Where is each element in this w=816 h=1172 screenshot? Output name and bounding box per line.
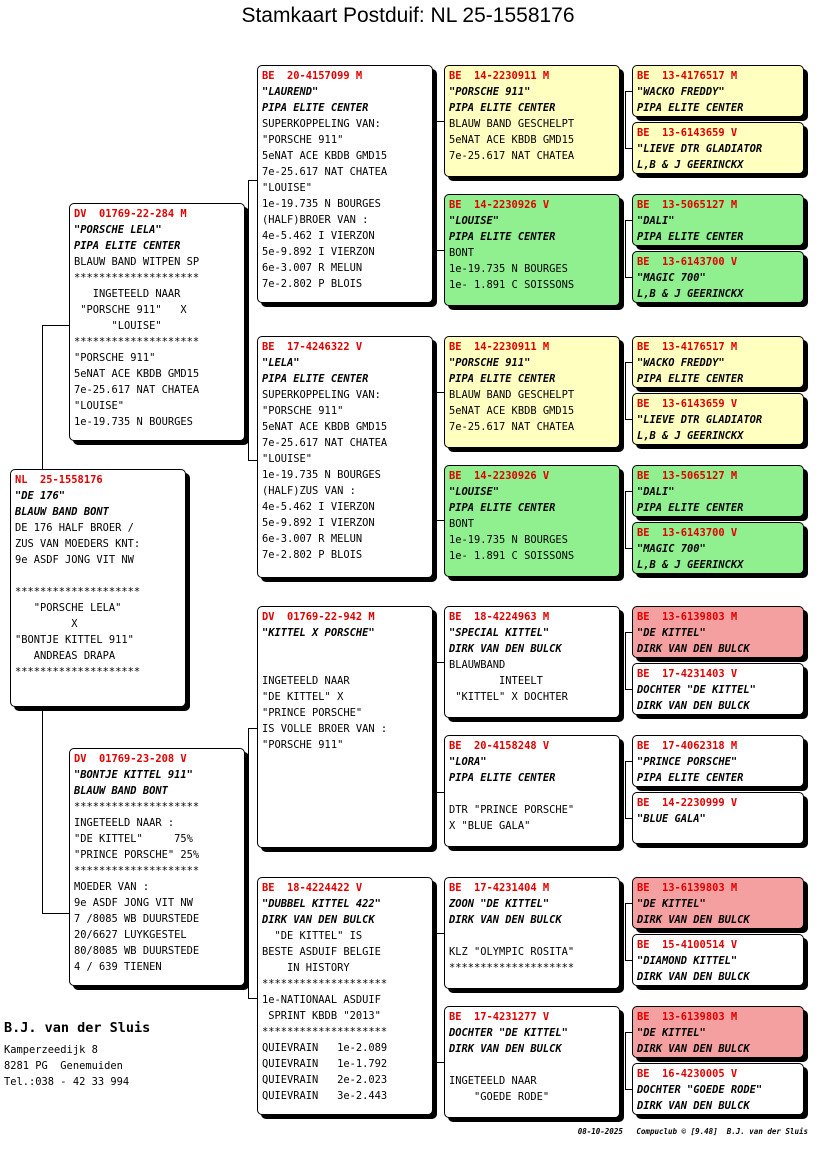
card-line: BLAUW BAND WITPEN SP: [74, 256, 200, 268]
card-line: DIRK VAN DEN BULCK: [637, 1100, 750, 1112]
card-line: DOCHTER "DE KITTEL": [637, 684, 756, 696]
ring-number: BE 13-6143659 V: [637, 398, 738, 410]
card-line: 9e ASDF JONG VIT NW: [15, 554, 134, 566]
card-line: "DE KITTEL": [637, 627, 706, 639]
card-line: QUIEVRAIN 1e-1.792: [262, 1058, 388, 1070]
card-line: 6e-3.007 R MELUN: [262, 262, 363, 274]
card-line: 1e-19.735 N BOURGES: [449, 534, 568, 546]
pigeon-card-g4[interactable]: [632, 251, 804, 303]
card-line: PIPA ELITE CENTER: [449, 102, 556, 114]
card-line: "LOUISE": [262, 182, 313, 194]
card-line: 7e-25.617 NAT CHATEA: [449, 150, 575, 162]
card-line: "PORSCHE LELA": [15, 602, 122, 614]
card-line: "LORA": [449, 756, 487, 768]
card-line: [262, 641, 428, 657]
connector-line: [436, 121, 437, 250]
ring-number: DV 01769-23-208 V: [74, 753, 187, 765]
pigeon-card-ffm[interactable]: [444, 194, 620, 306]
card-line: PIPA ELITE CENTER: [262, 102, 369, 114]
pigeon-card-ff[interactable]: [257, 65, 433, 303]
card-line: "LOUISE": [449, 486, 500, 498]
card-line: [449, 1057, 615, 1073]
card-line: DIRK VAN DEN BULCK: [262, 914, 375, 926]
pigeon-card-g7[interactable]: [632, 465, 804, 517]
card-line: DIRK VAN DEN BULCK: [449, 914, 562, 926]
pigeon-card-g9[interactable]: [632, 606, 804, 658]
card-line: 80/8085 WB DUURSTEDE: [74, 945, 200, 957]
card-line: QUIEVRAIN 1e-2.089: [262, 1042, 388, 1054]
card-line: PIPA ELITE CENTER: [449, 502, 556, 514]
ring-number: BE 13-4176517 M: [637, 70, 738, 82]
card-line: BESTE ASDUIF BELGIE: [262, 946, 381, 958]
owner-address-line: Kamperzeedijk 8: [4, 1044, 98, 1056]
connector-line: [42, 325, 70, 326]
card-line: "PORSCHE 911" X: [74, 304, 187, 316]
card-line: "WACKO FREDDY": [637, 86, 725, 98]
card-line: "BONTJE KITTEL 911": [74, 769, 193, 781]
pigeon-card-g2[interactable]: [632, 122, 804, 174]
ring-number: BE 13-5065127 M: [637, 199, 738, 211]
card-line: DIRK VAN DEN BULCK: [637, 971, 750, 983]
card-line: "WACKO FREDDY": [637, 357, 725, 369]
card-line: 5eNAT ACE KBDB GMD15: [262, 421, 388, 433]
card-line: 7e-2.802 P BLOIS: [262, 549, 363, 561]
connector-line: [625, 91, 626, 148]
card-line: 4 / 639 TIENEN: [74, 961, 162, 973]
connector-line: [42, 913, 70, 914]
pigeon-card-fmm[interactable]: [444, 465, 620, 577]
ring-number: BE 13-6143700 V: [637, 256, 738, 268]
card-line: "PRINCE PORSCHE" 25%: [74, 849, 200, 861]
card-line: "LOUISE": [74, 320, 162, 332]
card-line: L,B & J GEERINCKX: [637, 159, 744, 171]
card-line: 7e-25.617 NAT CHATEA: [449, 421, 575, 433]
pigeon-card-g12[interactable]: [632, 792, 804, 844]
card-line: "GOEDE RODE": [449, 1091, 550, 1103]
card-line: PIPA ELITE CENTER: [637, 502, 744, 514]
card-line: "LIEVE DTR GLADIATOR: [637, 143, 763, 155]
card-line: "DE KITTEL" X: [262, 691, 344, 703]
card-line: PIPA ELITE CENTER: [262, 373, 369, 385]
ring-number: BE 13-6143659 V: [637, 127, 738, 139]
card-line: KLZ "OLYMPIC ROSITA": [449, 946, 575, 958]
card-line: ********************: [449, 962, 575, 974]
card-line: BLAUW BAND GESCHELPT: [449, 389, 575, 401]
ring-number: BE 13-4176517 M: [637, 341, 738, 353]
ring-number: BE 16-4230005 V: [637, 1068, 738, 1080]
card-line: "DE KITTEL": [637, 1027, 706, 1039]
card-line: DTR "PRINCE PORSCHE": [449, 804, 575, 816]
card-line: "DE KITTEL" 75%: [74, 833, 193, 845]
card-line: "PORSCHE 911": [262, 405, 344, 417]
card-line: 1e-19.735 N BOURGES: [262, 469, 381, 481]
pigeon-card-g8[interactable]: [632, 522, 804, 574]
card-line: ZUS VAN MOEDERS KNT:: [15, 538, 141, 550]
connector-line: [436, 933, 437, 1062]
connector-line: [625, 491, 626, 548]
card-line: "LAUREND": [262, 86, 319, 98]
ring-number: BE 20-4157099 M: [262, 70, 363, 82]
connector-line: [42, 707, 43, 914]
connector-line: [625, 761, 626, 818]
card-line: MOEDER VAN :: [74, 881, 150, 893]
card-line: IN HISTORY: [262, 962, 350, 974]
card-line: 20/6627 LUYKGESTEL: [74, 929, 187, 941]
card-line: ********************: [74, 865, 200, 877]
ring-number: BE 17-4062318 M: [637, 740, 738, 752]
pigeon-card-g13[interactable]: [632, 877, 804, 929]
pigeon-card-mmm[interactable]: [444, 1006, 620, 1118]
card-line: 7e-25.617 NAT CHATEA: [74, 384, 200, 396]
owner-phone: Tel.:038 - 42 33 994: [4, 1076, 130, 1088]
owner-address-line: 8281 PG Genemuiden: [4, 1060, 123, 1072]
card-line: L,B & J GEERINCKX: [637, 288, 744, 300]
card-line: BLAUW BAND BONT: [15, 506, 109, 518]
card-line: "MAGIC 700": [637, 272, 706, 284]
card-line: 4e-5.462 I VIERZON: [262, 230, 375, 242]
ring-number: BE 18-4224422 V: [262, 882, 363, 894]
card-line: PIPA ELITE CENTER: [449, 231, 556, 243]
ring-number: BE 15-4100514 V: [637, 939, 738, 951]
card-line: BONT: [449, 518, 475, 530]
card-line: "LELA": [262, 357, 300, 369]
ring-number: BE 14-2230926 V: [449, 199, 550, 211]
card-line: DIRK VAN DEN BULCK: [449, 1043, 562, 1055]
pigeon-card-g3[interactable]: [632, 194, 804, 246]
card-line: (HALF)ZUS VAN :: [262, 485, 356, 497]
connector-line: [625, 1032, 626, 1089]
card-line: 5eNAT ACE KBDB GMD15: [449, 405, 575, 417]
card-line: DIRK VAN DEN BULCK: [637, 700, 750, 712]
ring-number: BE 14-2230926 V: [449, 470, 550, 482]
ring-number: BE 13-5065127 M: [637, 470, 738, 482]
card-line: "PORSCHE 911": [449, 86, 531, 98]
card-line: BLAUWBAND: [449, 659, 506, 671]
pigeon-card-father[interactable]: [69, 203, 245, 441]
connector-line: [625, 362, 626, 419]
card-line: INGETEELD NAAR: [449, 1075, 537, 1087]
card-line: 1e- 1.891 C SOISSONS: [449, 279, 575, 291]
card-line: [449, 786, 615, 802]
card-line: ANDREAS DRAPA: [15, 650, 116, 662]
card-line: 9e ASDF JONG VIT NW: [74, 897, 193, 909]
card-line: "PORSCHE 911": [74, 352, 156, 364]
card-line: "DIAMOND KITTEL": [637, 955, 738, 967]
pigeon-card-subject[interactable]: [10, 469, 186, 707]
card-line: 7 /8085 WB DUURSTEDE: [74, 913, 200, 925]
card-line: 6e-3.007 R MELUN: [262, 533, 363, 545]
card-line: "DUBBEL KITTEL 422": [262, 898, 381, 910]
card-line: "DALI": [637, 215, 675, 227]
card-line: "PORSCHE 911": [262, 134, 344, 146]
connector-line: [625, 903, 626, 960]
card-line: (HALF)BROER VAN :: [262, 214, 369, 226]
card-line: "DALI": [637, 486, 675, 498]
ring-number: BE 18-4224963 M: [449, 611, 550, 623]
card-line: 1e- 1.891 C SOISSONS: [449, 550, 575, 562]
card-line: 1e-19.735 N BOURGES: [74, 416, 193, 428]
card-line: PIPA ELITE CENTER: [637, 102, 744, 114]
pigeon-card-mfm[interactable]: [444, 735, 620, 847]
pigeon-card-fff[interactable]: [444, 65, 620, 177]
pigeon-card-mmf[interactable]: [444, 877, 620, 989]
card-line: SPRINT KBDB "2013": [262, 1010, 381, 1022]
ring-number: BE 17-4231277 V: [449, 1011, 550, 1023]
owner-info: [4, 1018, 150, 1090]
card-line: ********************: [74, 272, 200, 284]
card-line: [449, 928, 615, 944]
ring-number: DV 01769-22-284 M: [74, 208, 187, 220]
connector-line: [436, 392, 437, 520]
card-line: "MAGIC 700": [637, 543, 706, 555]
pigeon-card-g10[interactable]: [632, 663, 804, 715]
card-line: "PRINCE PORSCHE": [262, 707, 363, 719]
connector-line: [248, 180, 249, 460]
connector-line: [42, 325, 43, 470]
card-line: PIPA ELITE CENTER: [449, 373, 556, 385]
card-line: PIPA ELITE CENTER: [637, 772, 744, 784]
card-line: "BLUE GALA": [637, 813, 706, 825]
card-line: DOCHTER "GOEDE RODE": [637, 1084, 763, 1096]
card-line: DIRK VAN DEN BULCK: [637, 1043, 750, 1055]
card-line: ********************: [74, 801, 200, 813]
card-line: INGETEELD NAAR: [74, 288, 181, 300]
card-line: 4e-5.462 I VIERZON: [262, 501, 375, 513]
pigeon-card-g15[interactable]: [632, 1006, 804, 1058]
ring-number: BE 20-4158248 V: [449, 740, 550, 752]
ring-number: DV 01769-22-942 M: [262, 611, 375, 623]
ring-number: BE 17-4246322 V: [262, 341, 363, 353]
card-line: BONT: [449, 247, 475, 259]
card-line: 5e-9.892 I VIERZON: [262, 246, 375, 258]
pigeon-card-mff[interactable]: [444, 606, 620, 718]
ring-number: BE 13-6139803 M: [637, 882, 738, 894]
card-line: INGETEELD NAAR: [262, 675, 350, 687]
card-line: QUIEVRAIN 2e-2.023: [262, 1074, 388, 1086]
card-line: IS VOLLE BROER VAN :: [262, 723, 388, 735]
pigeon-card-mother[interactable]: [69, 748, 245, 986]
card-line: ********************: [262, 1026, 388, 1038]
card-line: 5eNAT ACE KBDB GMD15: [262, 150, 388, 162]
pigeon-card-fm[interactable]: [257, 336, 433, 578]
card-line: PIPA ELITE CENTER: [449, 772, 556, 784]
card-line: "DE KITTEL" IS: [262, 930, 363, 942]
ring-number: BE 13-6143700 V: [637, 527, 738, 539]
pigeon-card-g16[interactable]: [632, 1063, 804, 1115]
card-line: 1e-19.735 N BOURGES: [262, 198, 381, 210]
ring-number: BE 14-2230999 V: [637, 797, 738, 809]
ring-number: BE 13-6139803 M: [637, 1011, 738, 1023]
card-line: L,B & J GEERINCKX: [637, 430, 744, 442]
card-line: DIRK VAN DEN BULCK: [637, 643, 750, 655]
pigeon-card-mm[interactable]: [257, 877, 433, 1115]
card-line: 1e-19.735 N BOURGES: [449, 263, 568, 275]
pigeon-card-g5[interactable]: [632, 336, 804, 388]
card-line: BLAUW BAND BONT: [74, 785, 168, 797]
ring-number: BE 17-4231403 V: [637, 668, 738, 680]
connector-line: [625, 632, 626, 689]
card-line: SUPERKOPPELING VAN:: [262, 118, 381, 130]
card-line: [15, 568, 181, 584]
card-line: PIPA ELITE CENTER: [637, 373, 744, 385]
card-line: BLAUW BAND GESCHELPT: [449, 118, 575, 130]
card-line: DIRK VAN DEN BULCK: [637, 914, 750, 926]
card-line: ********************: [15, 586, 141, 598]
card-line: "LOUISE": [449, 215, 500, 227]
card-line: "DE 176": [15, 490, 66, 502]
card-line: 7e-25.617 NAT CHATEA: [262, 166, 388, 178]
card-line: 5e-9.892 I VIERZON: [262, 517, 375, 529]
connector-line: [625, 220, 626, 277]
card-line: "PORSCHE 911": [449, 357, 531, 369]
card-line: ********************: [262, 978, 388, 990]
card-line: ZOON "DE KITTEL": [449, 898, 550, 910]
ring-number: BE 14-2230911 M: [449, 70, 550, 82]
pigeon-card-g6[interactable]: [632, 393, 804, 445]
card-line: 5eNAT ACE KBDB GMD15: [74, 368, 200, 380]
card-line: SUPERKOPPELING VAN:: [262, 389, 381, 401]
footer-credit: 08-10-2025 Compuclub © [9.48] B.J. van der Sluis: [577, 1127, 808, 1136]
card-line: "DE KITTEL": [637, 898, 706, 910]
pigeon-card-g1[interactable]: [632, 65, 804, 117]
card-line: "PORSCHE 911": [262, 739, 344, 751]
card-line: "PORSCHE LELA": [74, 224, 162, 236]
card-line: INTEELT: [449, 675, 543, 687]
card-line: "LOUISE": [262, 453, 313, 465]
connector-line: [248, 728, 249, 998]
ring-number: BE 14-2230911 M: [449, 341, 550, 353]
card-line: "PRINCE PORSCHE": [637, 756, 738, 768]
card-line: DE 176 HALF BROER /: [15, 522, 134, 534]
card-line: X "BLUE GALA": [449, 820, 531, 832]
card-line: "LOUISE": [74, 400, 125, 412]
card-line: 7e-25.617 NAT CHATEA: [262, 437, 388, 449]
card-line: "LIEVE DTR GLADIATOR: [637, 414, 763, 426]
card-line: 5eNAT ACE KBDB GMD15: [449, 134, 575, 146]
card-line: PIPA ELITE CENTER: [74, 240, 181, 252]
ring-number: BE 17-4231404 M: [449, 882, 550, 894]
card-line: L,B & J GEERINCKX: [637, 559, 744, 571]
card-line: "SPECIAL KITTEL": [449, 627, 550, 639]
card-line: DIRK VAN DEN BULCK: [449, 643, 562, 655]
card-line: QUIEVRAIN 3e-2.443: [262, 1090, 388, 1102]
card-line: ********************: [74, 336, 200, 348]
card-line: 1e-NATIONAAL ASDUIF: [262, 994, 381, 1006]
card-line: PIPA ELITE CENTER: [637, 231, 744, 243]
page-title: Stamkaart Postduif: NL 25-1558176: [241, 4, 575, 27]
card-line: 7e-2.802 P BLOIS: [262, 278, 363, 290]
pigeon-card-g14[interactable]: [632, 934, 804, 986]
card-line: ********************: [15, 666, 141, 678]
card-line: INGETEELD NAAR :: [74, 817, 175, 829]
ring-number: BE 13-6139803 M: [637, 611, 738, 623]
pigeon-card-g11[interactable]: [632, 735, 804, 787]
card-line: "KITTEL" X DOCHTER: [449, 691, 568, 703]
card-line: DOCHTER "DE KITTEL": [449, 1027, 568, 1039]
ring-number: NL 25-1558176: [15, 474, 103, 486]
card-line: "KITTEL X PORSCHE": [262, 627, 375, 639]
card-line: [262, 657, 428, 673]
owner-name: B.J. van der Sluis: [4, 1020, 151, 1036]
connector-line: [436, 662, 437, 792]
pigeon-card-fmf[interactable]: [444, 336, 620, 448]
card-line: "BONTJE KITTEL 911": [15, 634, 134, 646]
pigeon-card-mf[interactable]: [257, 606, 433, 848]
card-line: X: [15, 618, 78, 630]
